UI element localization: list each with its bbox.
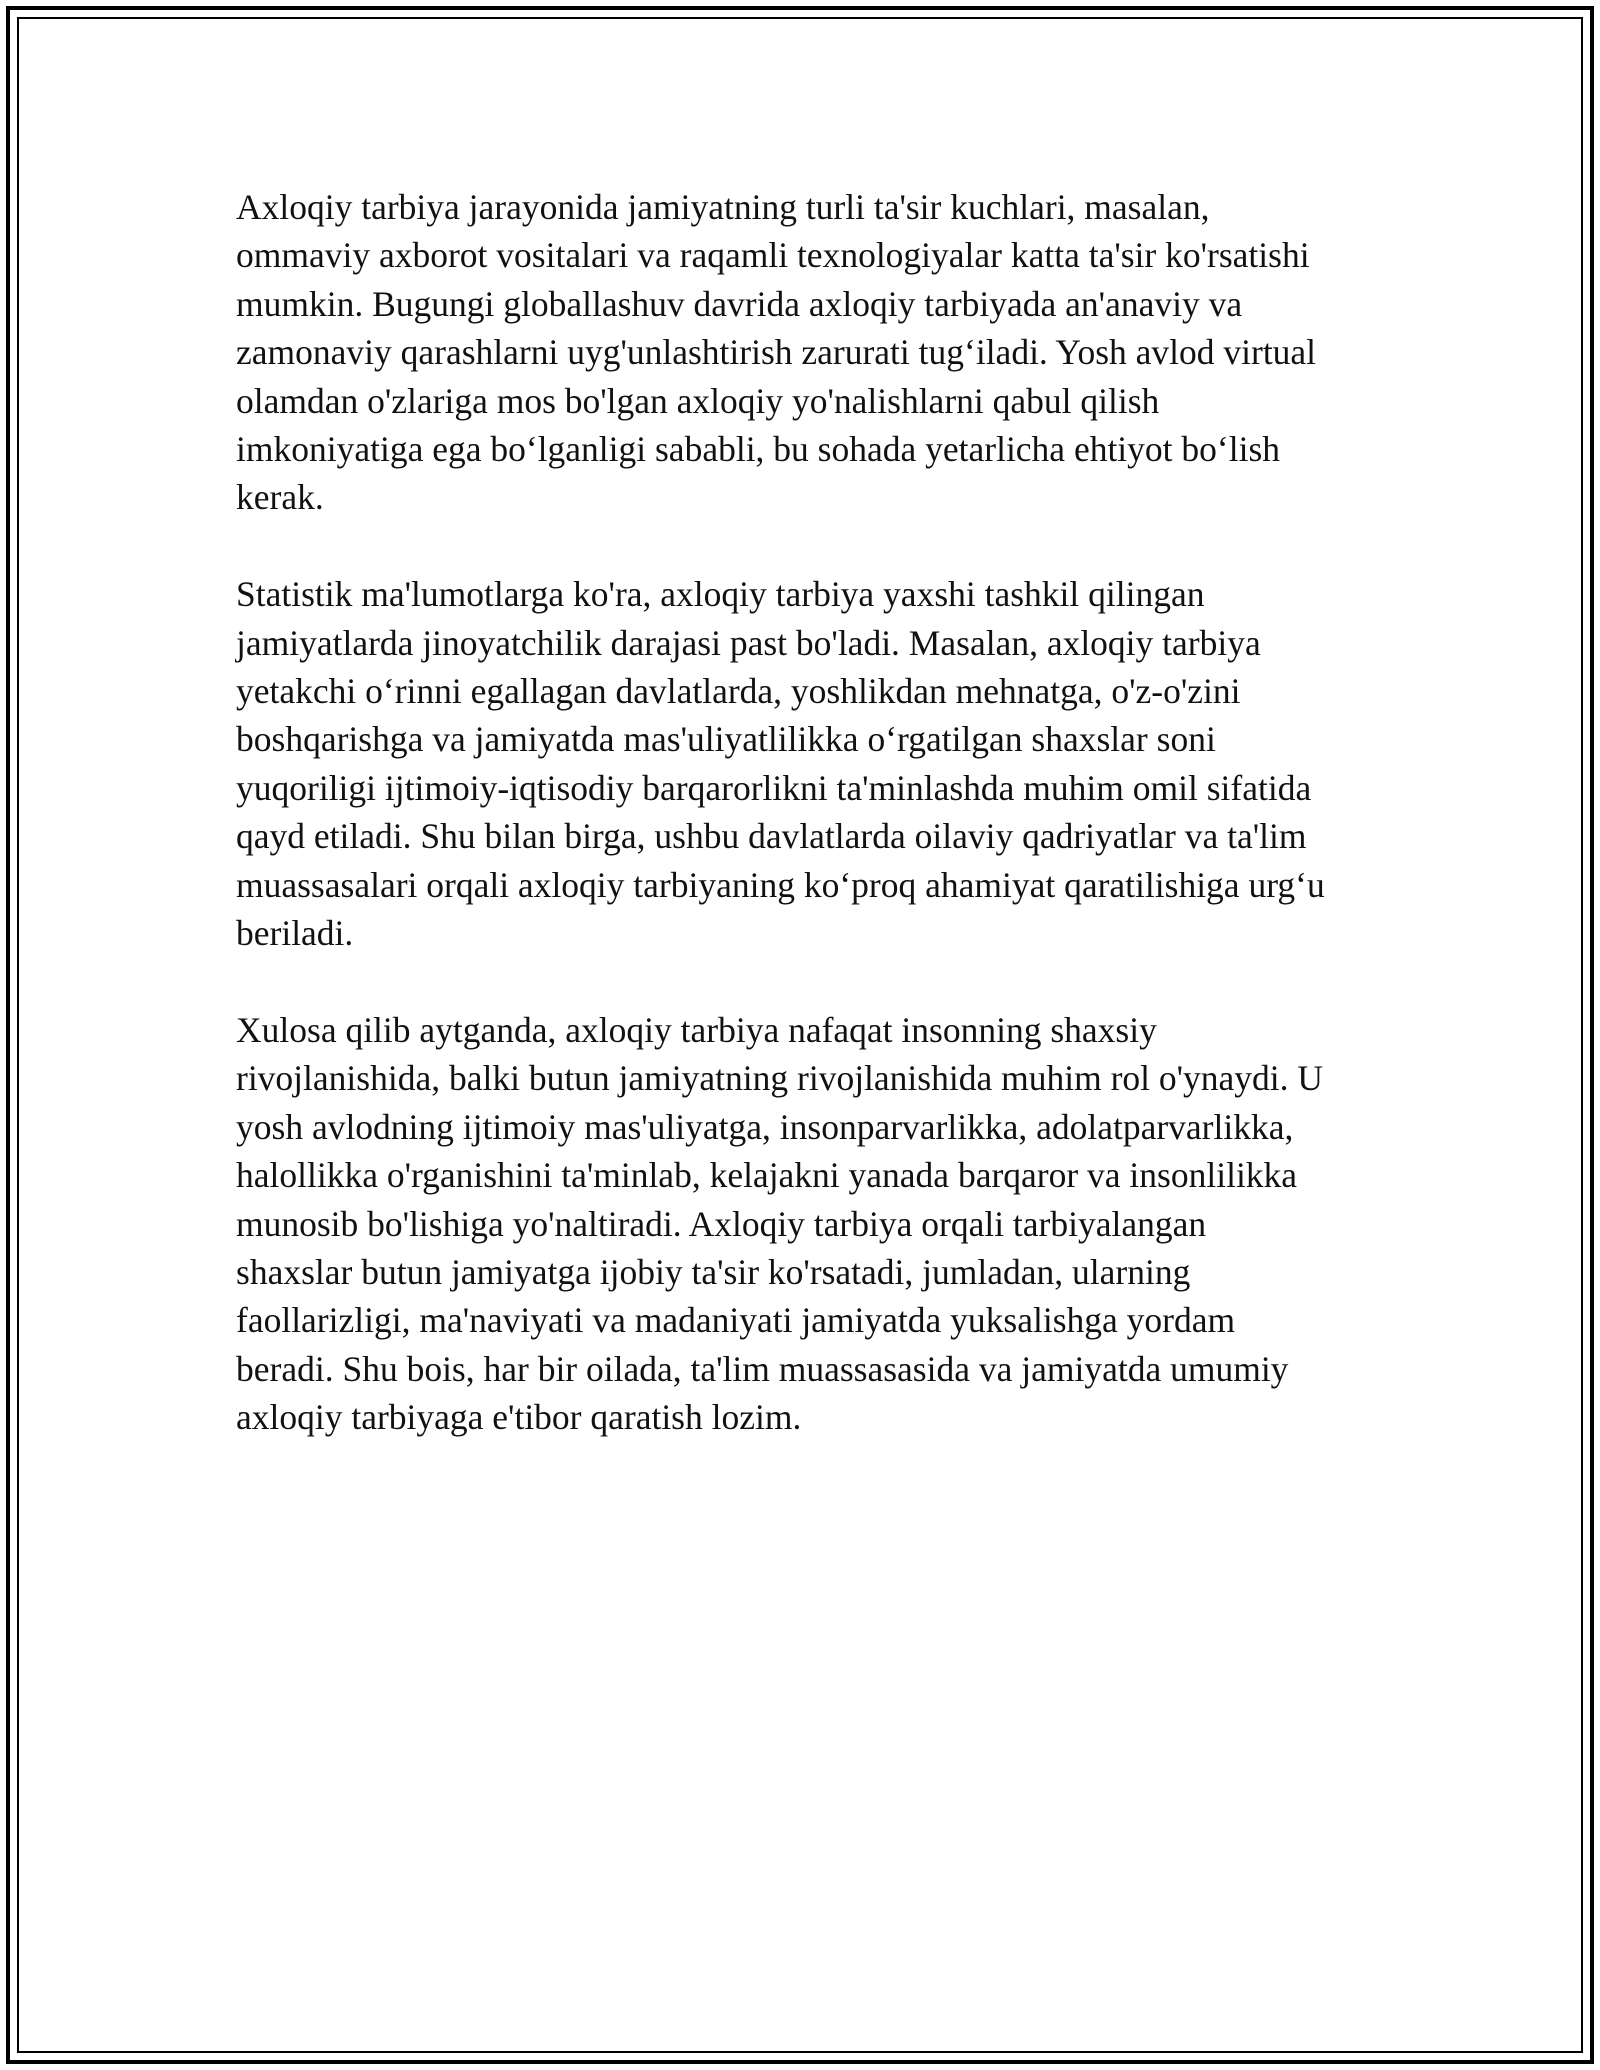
text-line: kerak. [236, 477, 324, 518]
text-line: beradi. Shu bois, har bir oilada, ta'lim muassasasida va jamiyatda umumiy [236, 1348, 1289, 1389]
text-line: imkoniyatiga ega bo‘lganligi sababli, bu sohada yetarlicha ehtiyot bo‘lish [236, 429, 1281, 470]
text-line: Statistik ma'lumotlarga ko'ra, axloqiy tarbiya yaxshi tashkil qilingan [236, 574, 1205, 615]
text-line: yosh avlodning ijtimoiy mas'uliyatga, insonparvarlikka, adolatparvarlikka, [236, 1106, 1294, 1147]
text-line: muassasalari orqali axloqiy tarbiyaning ko‘proq ahamiyat qaratilishiga urg‘u [236, 864, 1325, 905]
text-line: ommaviy axborot vositalari va raqamli texnologiyalar katta ta'sir ko'rsatishi [236, 235, 1310, 276]
text-line: shaxslar butun jamiyatga ijobiy ta'sir ko'rsatadi, jumladan, ularning [236, 1251, 1191, 1292]
text-line: munosib bo'lishiga yo'naltiradi. Axloqiy tarbiya orqali tarbiyalangan [236, 1203, 1207, 1244]
text-line: beriladi. [236, 913, 354, 954]
text-line: yuqoriligi ijtimoiy-iqtisodiy barqarorlikni ta'minlashda muhim omil sifatida [236, 767, 1312, 808]
paragraph-3 [236, 1006, 1366, 1442]
text-line: Axloqiy tarbiya jarayonida jamiyatning turli ta'sir kuchlari, masalan, [236, 187, 1210, 227]
document-body [236, 183, 1366, 1490]
text-line: jamiyatlarda jinoyatchilik darajasi past bo'ladi. Masalan, axloqiy tarbiya [236, 622, 1261, 663]
text-line: zamonaviy qarashlarni uyg'unlashtirish zarurati tug‘iladi. Yosh avlod virtual [236, 332, 1317, 373]
paragraph-1 [236, 183, 1366, 522]
text-line: axloqiy tarbiyaga e'tibor qaratish lozim. [236, 1397, 802, 1438]
text-line: faollarizligi, ma'naviyati va madaniyati jamiyatda yuksalishga yordam [236, 1300, 1236, 1341]
paragraph-2 [236, 570, 1366, 957]
text-line: halollikka o'rganishini ta'minlab, kelajakni yanada barqaror va insonlilikka [236, 1155, 1298, 1196]
text-line: yetakchi o‘rinni egallagan davlatlarda, yoshlikdan mehnatga, o'z-o'zini [236, 671, 1241, 712]
text-line: qayd etiladi. Shu bilan birga, ushbu davlatlarda oilaviy qadriyatlar va ta'lim [236, 816, 1307, 857]
text-line: mumkin. Bugungi globallashuv davrida axloqiy tarbiyada an'anaviy va [236, 283, 1243, 324]
text-line: olamdan o'zlariga mos bo'lgan axloqiy yo'nalishlarni qabul qilish [236, 380, 1160, 421]
text-line: boshqarishga va jamiyatda mas'uliyatlilikka o‘rgatilgan shaxslar soni [236, 719, 1216, 760]
text-line: Xulosa qilib aytganda, axloqiy tarbiya nafaqat insonning shaxsiy [236, 1009, 1157, 1050]
text-line: rivojlanishida, balki butun jamiyatning rivojlanishida muhim rol o'ynaydi. U [236, 1058, 1324, 1099]
